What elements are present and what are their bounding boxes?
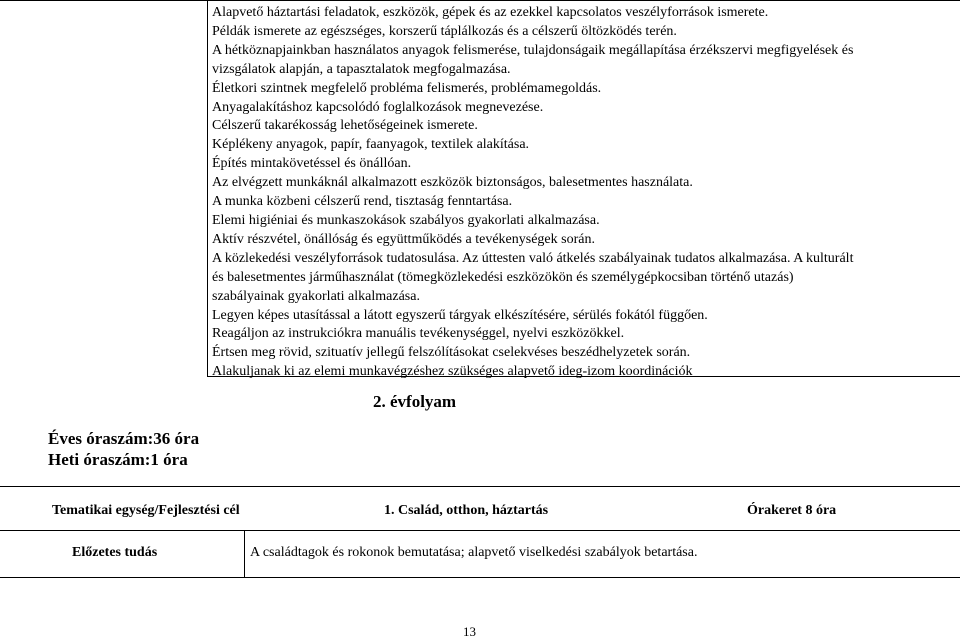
left-column-divider bbox=[207, 0, 208, 377]
objective-line: Alapvető háztartási feladatok, eszközök, gépek és az ezekkel kapcsolatos veszélyforrások ismerete. bbox=[212, 5, 769, 20]
objective-line: A munka közbeni célszerű rend, tisztaság fenntartása. bbox=[212, 194, 513, 210]
table-top-border bbox=[0, 486, 960, 487]
objective-line: A hétköznapjainkban használatos anyagok felismerése, tulajdonságaik megállapítása érzékszervi megfigyelések és bbox=[212, 42, 854, 58]
objective-line: Értsen meg rövid, szituatív jellegű felszólításokat cselekvéses beszédhelyzetek során. bbox=[212, 345, 691, 361]
objective-line: Építés mintakövetéssel és önállóan. bbox=[212, 156, 412, 172]
objective-line: Célszerű takarékosság lehetőségeinek ismerete. bbox=[212, 118, 478, 134]
objective-line: szabályainak gyakorlati alkalmazása. bbox=[212, 288, 420, 304]
objective-line: Reagáljon az instrukciókra manuális tevékenységgel, nyelvi eszközökkel. bbox=[212, 326, 625, 342]
objective-line: Az elvégzett munkáknál alkalmazott eszközök biztonságos, balesetmentes használata. bbox=[212, 175, 693, 191]
annual-hours: Éves óraszám:36 óra bbox=[48, 429, 200, 448]
time-frame: Órakeret 8 óra bbox=[747, 503, 837, 518]
prior-knowledge-label: Előzetes tudás bbox=[72, 545, 158, 560]
objective-line: Példák ismerete az egészséges, korszerű táplálkozás és a célszerű öltözködés terén. bbox=[212, 23, 677, 39]
weekly-hours: Heti óraszám:1 óra bbox=[48, 450, 188, 469]
objective-line: Képlékeny anyagok, papír, faanyagok, textilek alakítása. bbox=[212, 137, 530, 153]
objective-line: A közlekedési veszélyforrások tudatosulása. Az úttesten való átkelés szabályainak tudatos alkalmazása. A kulturált bbox=[212, 250, 854, 266]
table-bottom-border bbox=[0, 577, 960, 578]
objective-line: Elemi higiéniai és munkaszokások szabályos gyakorlati alkalmazása. bbox=[212, 212, 600, 228]
table-row-divider bbox=[0, 530, 960, 531]
objective-line: Anyagalakításhoz kapcsolódó foglalkozások megnevezése. bbox=[212, 99, 544, 115]
table-column-divider bbox=[244, 530, 245, 578]
objective-line: és balesetmentes járműhasználat (tömegközlekedési eszközökön és személygépkocsiban történő utazás) bbox=[212, 269, 794, 285]
objective-line: Legyen képes utasítással a látott egyszerű tárgyak elkészítésére, sérülés fokától függően. bbox=[212, 307, 708, 323]
page-number: 13 bbox=[463, 624, 476, 639]
thematic-unit-label: Tematikai egység/Fejlesztési cél bbox=[52, 503, 240, 518]
objective-line: Alakuljanak ki az elemi munkavégzéshez szükséges alapvető ideg-izom koordinációk bbox=[212, 364, 693, 380]
prior-knowledge-value: A családtagok és rokonok bemutatása; alapvető viselkedési szabályok betartása. bbox=[250, 545, 698, 560]
thematic-unit-topic: 1. Család, otthon, háztartás bbox=[384, 503, 549, 518]
objective-line: Életkori szintnek megfelelő probléma felismerés, problémamegoldás. bbox=[212, 80, 602, 96]
objective-line: Aktív részvétel, önállóság és együttműködés a tevékenységek során. bbox=[212, 231, 595, 247]
hours-info bbox=[48, 428, 199, 470]
grade-heading: 2. évfolyam bbox=[373, 392, 457, 411]
top-border bbox=[0, 0, 960, 1]
objective-line: vizsgálatok alapján, a tapasztalatok megfogalmazása. bbox=[212, 61, 511, 77]
objectives-list bbox=[212, 4, 958, 382]
